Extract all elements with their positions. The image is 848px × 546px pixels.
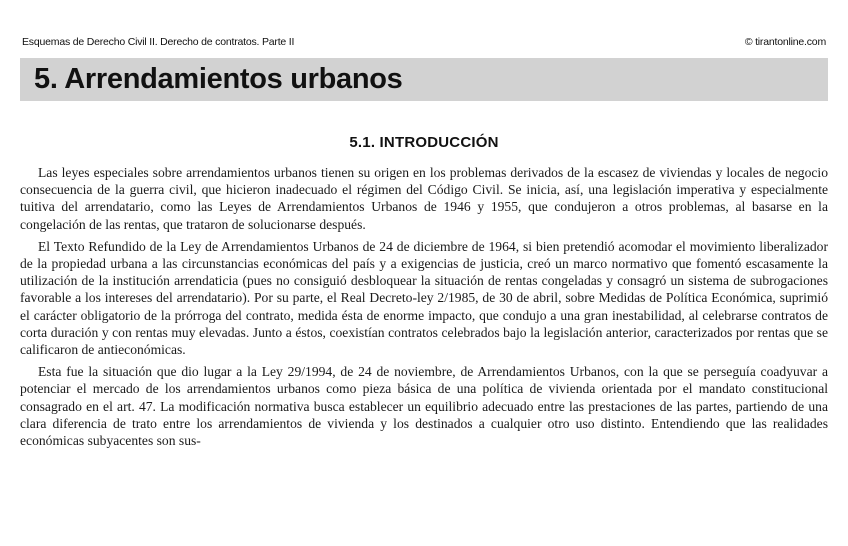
header-book-title: Esquemas de Derecho Civil II. Derecho de contratos. Parte II [22, 36, 295, 48]
paragraph-2: El Texto Refundido de la Ley de Arrendamientos Urbanos de 24 de diciembre de 1964, si bien pretendió acomodar el movimiento liberalizador de la propiedad urbana a las circunstancias económicas del país y a exigencias de justicia, creó un marco normativo que fomentó escasamente la utilización de la institución arrendaticia (pues no consiguió desbloquear la situación de rentas congeladas y consagró un sistema de subrogaciones favorable a los intereses del arrendatario). Por su parte, el Real Decreto-ley 2/1985, de 30 de abril, sobre Medidas de Política Económica, suprimió el carácter obligatorio de la prórroga del contrato, medida ésta de enorme impacto, que condujo a una gran inestabilidad, al celebrarse contratos de corta duración y con rentas muy elevadas. Junto a éstos, coexistían contratos celebrados bajo la legislación anterior, caracterizados por rentas que se calificaron de antieconómicas. [20, 238, 828, 358]
paragraph-1: Las leyes especiales sobre arrendamientos urbanos tienen su origen en los problemas derivados de la escasez de viviendas y locales de negocio consecuencia de la guerra civil, que hicieron inadecuado el régimen del Código Civil. Se inicia, así, una legislación imperativa y especialmente tuitiva del arrendatario, como las Leyes de Arrendamientos Urbanos de 1946 y 1955, que condujeron a otros problemas, al basarse en la congelación de las rentas, que trataron de solucionarse después. [20, 165, 828, 232]
paragraph-3: Esta fue la situación que dio lugar a la Ley 29/1994, de 24 de noviembre, de Arrendamientos Urbanos, con la que se perseguía coadyuvar a potenciar el mercado de los arrendamientos urbanos como pieza básica de una política de vivienda orientada por el mandato constitucional consagrado en el art. 47. La modificación normativa busca establecer un equilibrio adecuado entre las prestaciones de las partes, partiendo de una clara diferencia de trato entre los arrendamientos de vivienda y los destinados a cualquier otro uso distinto. Entendiendo que las realidades económicas subyacentes son sus- [20, 364, 828, 449]
section-heading: 5.1. INTRODUCCIÓN [349, 134, 499, 151]
chapter-title: 5. Arrendamientos urbanos [34, 63, 403, 95]
chapter-title-bar [20, 58, 828, 101]
header-copyright: © tirantonline.com [744, 36, 826, 48]
running-header [22, 36, 826, 50]
body-text [20, 164, 828, 454]
